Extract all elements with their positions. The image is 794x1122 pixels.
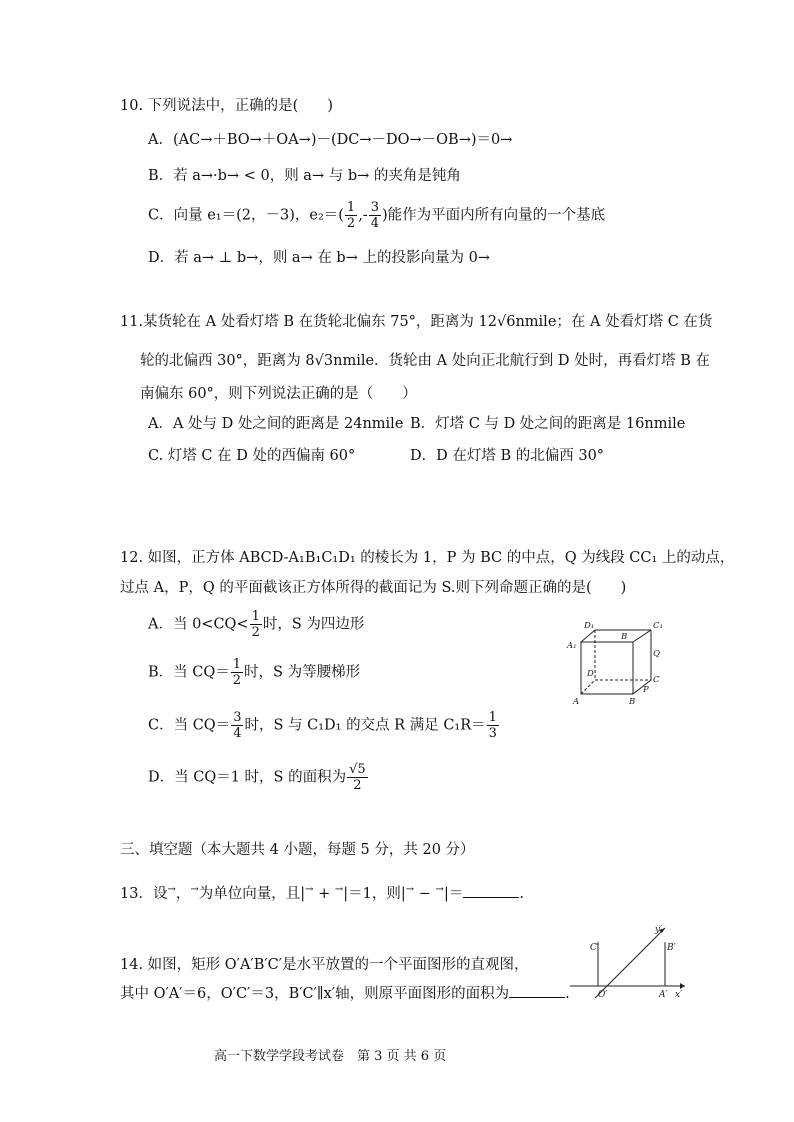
- y-axis: [595, 928, 665, 998]
- q13-comma: ，: [175, 885, 191, 902]
- vector-arrow: →: [405, 884, 415, 895]
- vector-arrow: →: [305, 884, 314, 895]
- denominator: 4: [233, 726, 242, 741]
- q12-option-b: [148, 657, 360, 688]
- fraction: [231, 657, 243, 688]
- q13-answer-blank[interactable]: [463, 883, 519, 898]
- q12-option-c: [148, 710, 500, 741]
- vector-arrow: →: [167, 884, 176, 895]
- q11-option-a: A．A 处与 D 处之间的距离是 24nmile: [148, 416, 404, 432]
- q12-c-middle: 时，S 与 C₁D₁ 的交点 R 满足 C₁R＝: [244, 717, 486, 734]
- label-q: Q: [653, 649, 660, 659]
- q12-a-prefix: A．当 0<CQ<: [148, 616, 249, 633]
- q11-option-b: B．灯塔 C 与 D 处之间的距离是 16nmile: [410, 416, 686, 432]
- label-c1: C₁: [653, 621, 663, 631]
- label-b-prime: B′: [667, 943, 676, 953]
- denominator: 4: [370, 216, 379, 231]
- numerator: 3: [370, 200, 379, 215]
- q12-option-a: [148, 609, 364, 640]
- fraction: [487, 710, 499, 741]
- q13-end: .: [519, 885, 524, 902]
- q14-text: 其中 O′A′＝6，O′C′＝3，B′C′∥x′轴，则原平面图形的面积为: [120, 986, 510, 1002]
- x-arrow-icon: [680, 983, 685, 989]
- label-a-prime: A′: [659, 990, 668, 1000]
- q13-text: 为单位向量，且|: [198, 885, 306, 902]
- q14-answer-blank[interactable]: [509, 983, 565, 998]
- label-d: D: [587, 669, 594, 679]
- label-a: A: [573, 697, 580, 707]
- numerator: 1: [251, 609, 260, 624]
- q14-end: .: [565, 986, 570, 1002]
- label-a1: A₁: [567, 641, 577, 651]
- label-x-prime: x′: [675, 990, 683, 1000]
- fraction: [250, 609, 262, 640]
- q13-text: |＝1，则|: [343, 885, 406, 902]
- q11-option-c: C. 灯塔 C 在 D 处的西偏南 60°: [148, 448, 356, 464]
- oblique-figure: [565, 920, 690, 1010]
- cube-figure: [565, 618, 675, 708]
- q12-d-prefix: D．当 CQ＝1 时，S 的面积为: [148, 769, 347, 786]
- q12-a-suffix: 时，S 为四边形: [262, 616, 365, 633]
- fraction: [231, 710, 243, 741]
- numerator: 3: [233, 710, 242, 725]
- q10-option-b: B．若 a→·b→ < 0，则 a→ 与 b→ 的夹角是钝角: [148, 168, 461, 184]
- q12-line1: 12. 如图，正方体 ABCD-A₁B₁C₁D₁ 的棱长为 1，P 为 BC 的中点，Q 为线段 CC₁ 上的动点，: [120, 550, 735, 566]
- q10-option-d: D．若 a→ ⊥ b→，则 a→ 在 b→ 上的投影向量为 0→: [148, 250, 490, 266]
- q10-option-c: [148, 200, 605, 231]
- section3-heading: 三、填空题（本大题共 4 小题，每题 5 分，共 20 分）: [120, 842, 475, 858]
- cube-hidden-diagonal-edge: [581, 680, 595, 694]
- denominator: 2: [353, 778, 362, 793]
- vector-arrow: →: [190, 884, 199, 895]
- q10-option-a: A．(AC→＋BO→＋OA→)－(DC→－DO→－OB→)＝0→: [148, 132, 513, 148]
- q13-prefix: 13．设: [120, 885, 168, 902]
- denominator: 2: [346, 216, 356, 231]
- fraction: [345, 200, 357, 231]
- q10-stem: 10. 下列说法中，正确的是( ): [120, 98, 333, 114]
- denominator: 2: [251, 625, 260, 640]
- numerator: √5: [349, 762, 366, 777]
- q11-line3: 南偏东 60°，则下列说法正确的是（ ）: [140, 386, 417, 402]
- q11-line2: 轮的北偏西 30°，距离为 8√3nmile．货轮由 A 处向正北航行到 D 处时，再看灯塔 B 在: [140, 353, 710, 369]
- cube-top-right-edge: [633, 630, 651, 642]
- label-c: C: [653, 675, 660, 685]
- fraction: [347, 762, 368, 793]
- q12-option-d: [148, 762, 369, 793]
- q12-b-suffix: 时，S 为等腰梯形: [244, 664, 361, 681]
- label-b1: B: [621, 632, 628, 642]
- vector-arrow: →: [334, 884, 344, 895]
- numerator: 1: [346, 200, 356, 215]
- page-footer: 高一下数学学段考试卷 第 3 页 共 6 页: [214, 1049, 447, 1064]
- cube-top-left-edge: [581, 630, 595, 642]
- label-o-prime: O′: [598, 990, 608, 1000]
- q12-c-prefix: C．当 CQ＝: [148, 717, 231, 734]
- label-p: P: [643, 685, 649, 695]
- q14-line1: 14. 如图，矩形 O′A′B′C′是水平放置的一个平面图形的直观图，: [120, 957, 529, 973]
- q10-c-suffix: )能作为平面内所有向量的一个基底: [382, 207, 606, 224]
- q13-minus: −: [414, 885, 436, 902]
- q13-text: |＝: [443, 885, 464, 902]
- q12-line2: 过点 A，P，Q 的平面截该正方体所得的截面记为 S.则下列命题正确的是( ): [120, 580, 627, 596]
- q11-option-d: D．D 在灯塔 B 的北偏西 30°: [410, 448, 605, 464]
- denominator: 2: [232, 673, 242, 688]
- q10-c-prefix: C．向量 e₁＝(2，－3)，e₂＝(: [148, 207, 344, 224]
- label-c-prime: C′: [590, 943, 599, 953]
- q14-line2: [120, 983, 570, 1004]
- q11-line1: 11.某货轮在 A 处看灯塔 B 在货轮北偏东 75°，距离为 12√6nmile；在 A 处看灯塔 C 在货: [120, 314, 713, 330]
- denominator: 3: [488, 726, 497, 741]
- numerator: 1: [488, 710, 497, 725]
- q13-plus: +: [313, 885, 335, 902]
- label-d1: D₁: [584, 621, 595, 631]
- q13-line: [120, 880, 524, 904]
- label-y-prime: y′: [655, 925, 663, 935]
- label-b: B: [629, 697, 636, 707]
- fraction: [369, 200, 381, 231]
- numerator: 1: [232, 657, 242, 672]
- q12-b-prefix: B．当 CQ＝: [148, 664, 230, 681]
- separator: ,-: [358, 207, 368, 224]
- vector-arrow: →: [435, 884, 444, 895]
